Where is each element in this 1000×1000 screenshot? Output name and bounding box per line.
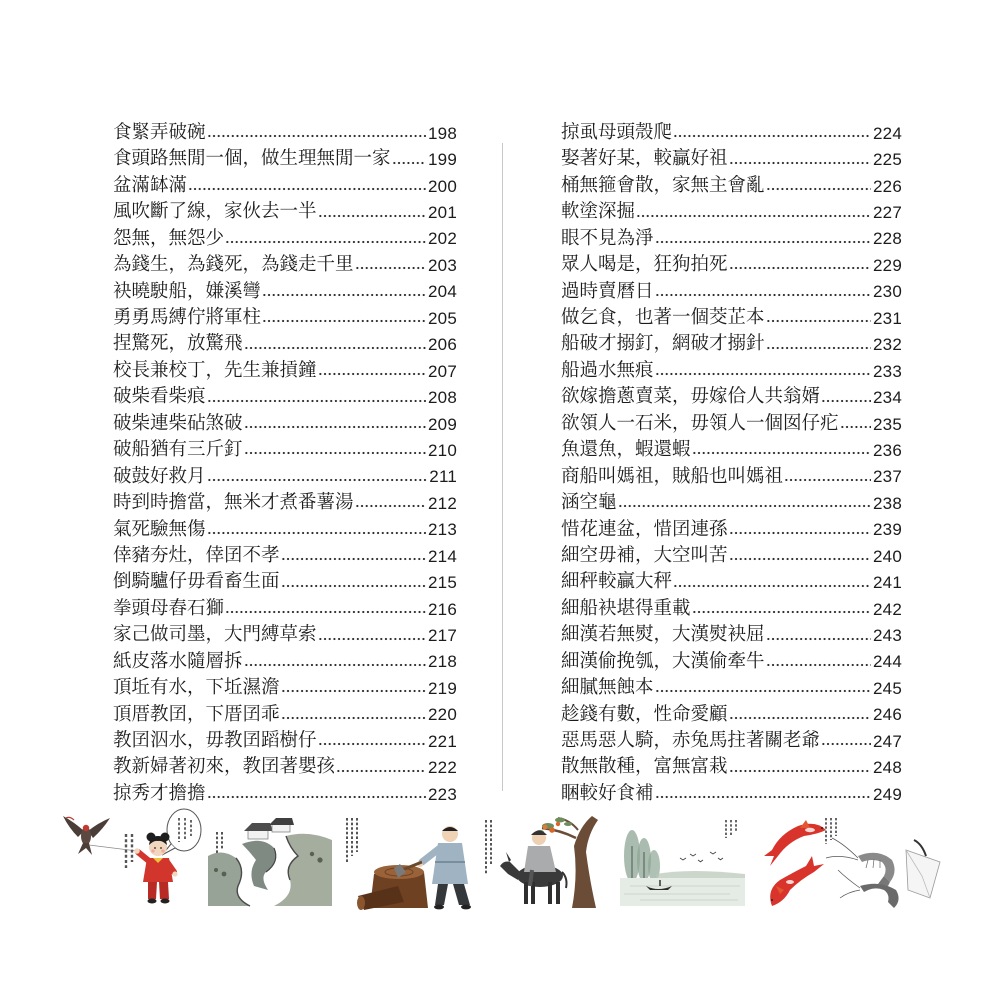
speech-bubble — [162, 809, 201, 855]
toc-entry — [561, 252, 902, 278]
entry-title: 破鼓好救月 — [113, 465, 206, 487]
man-riding-donkey-backward-illustration — [480, 812, 605, 908]
dot-leader — [729, 266, 872, 270]
entry-title: 捏驚死，放驚飛 — [113, 333, 243, 355]
dot-leader — [655, 372, 872, 376]
dot-leader — [336, 769, 426, 773]
entry-page-number: 205 — [428, 308, 457, 328]
dot-leader — [207, 478, 428, 482]
toc-entry — [561, 569, 902, 595]
toc-entry — [561, 781, 902, 807]
entry-page-number: 207 — [428, 361, 457, 381]
dot-leader — [281, 716, 427, 720]
toc-entry — [113, 146, 457, 172]
boat-on-lake-illustration — [620, 816, 745, 906]
dot-leader — [207, 399, 427, 403]
shrimp-illustration — [818, 814, 942, 910]
entry-title: 船過水無痕 — [561, 359, 654, 381]
entry-title: 散無散種，富無富栽 — [561, 756, 728, 778]
entry-page-number: 234 — [873, 388, 902, 408]
entry-title: 桶無箍會散，家無主會亂 — [561, 174, 765, 196]
entry-title: 細漢偷挽瓠，大漢偷牽牛 — [561, 650, 765, 672]
entry-title: 掠虱母頭殼爬 — [561, 121, 673, 143]
toc-entry — [113, 279, 457, 305]
dot-leader — [655, 689, 872, 693]
entry-page-number: 245 — [873, 678, 902, 698]
entry-page-number: 213 — [428, 520, 457, 540]
entry-title: 眾人喝是，狂狗拍死 — [561, 254, 728, 276]
dot-leader — [318, 214, 427, 218]
entry-page-number: 206 — [428, 335, 457, 355]
dot-leader — [729, 716, 872, 720]
entry-title: 家己做司墨，大門縛草索 — [113, 624, 317, 646]
entry-page-number: 209 — [428, 414, 457, 434]
entry-page-number: 224 — [873, 123, 902, 143]
entry-title: 細空毋補，大空叫苦 — [561, 544, 728, 566]
dot-leader — [729, 531, 872, 535]
dot-leader — [692, 610, 872, 614]
entry-title: 紙皮落水隨層拆 — [113, 650, 243, 672]
toc-left-column — [113, 120, 457, 807]
entry-title: 睏較好食補 — [561, 782, 654, 804]
dot-leader — [729, 557, 872, 561]
dot-leader — [729, 161, 872, 165]
toc-entry — [113, 649, 457, 675]
entry-title: 欲領人一石米，毋領人一個囡仔疕 — [561, 412, 839, 434]
woodcutter-with-axe-illustration — [340, 812, 480, 910]
entry-page-number: 218 — [428, 652, 457, 672]
toc-entry — [113, 702, 457, 728]
dot-leader — [244, 663, 427, 667]
toc-entry — [113, 596, 457, 622]
dot-leader — [318, 742, 427, 746]
toc-entry — [561, 199, 902, 225]
dot-leader — [281, 557, 427, 561]
dot-leader — [655, 795, 872, 799]
toc-entry — [561, 173, 902, 199]
toc-entry — [113, 543, 457, 569]
entry-title: 氣死驗無傷 — [113, 518, 206, 540]
toc-entry — [561, 384, 902, 410]
toc-entry — [561, 279, 902, 305]
toc-entry — [113, 305, 457, 331]
dot-leader — [692, 451, 872, 455]
toc-entry — [113, 358, 457, 384]
bird-kite-icon — [63, 816, 110, 855]
entry-page-number: 226 — [873, 176, 902, 196]
toc-entry — [561, 464, 902, 490]
entry-title: 細膩無蝕本 — [561, 677, 654, 699]
entry-title: 教新婦著初來，教囝著嬰孩 — [113, 756, 336, 778]
toc-entry — [113, 384, 457, 410]
dot-leader — [673, 584, 871, 588]
toc-entry — [561, 305, 902, 331]
caption-brush-marks — [347, 818, 357, 862]
entry-page-number: 240 — [873, 546, 902, 566]
dot-leader — [318, 637, 427, 641]
entry-page-number: 208 — [428, 388, 457, 408]
entry-page-number: 211 — [429, 467, 457, 487]
entry-title: 細漢若無熨，大漢熨袂屈 — [561, 624, 765, 646]
dot-leader — [766, 663, 872, 667]
entry-page-number: 247 — [873, 731, 902, 751]
dot-leader — [318, 372, 427, 376]
toc-entry — [113, 464, 457, 490]
entry-page-number: 228 — [873, 229, 902, 249]
toc-entry — [113, 226, 457, 252]
entry-page-number: 235 — [873, 414, 902, 434]
entry-title: 破船猶有三斤釘 — [113, 439, 243, 461]
entry-title: 拳頭母舂石獅 — [113, 597, 225, 619]
entry-page-number: 216 — [428, 599, 457, 619]
entry-page-number: 212 — [428, 493, 457, 513]
entry-page-number: 232 — [873, 335, 902, 355]
entry-page-number: 243 — [873, 626, 902, 646]
toc-entry — [561, 596, 902, 622]
dot-leader — [766, 346, 872, 350]
toc-right-column — [561, 120, 902, 807]
entry-title: 欲嫁擔蔥賣菜，毋嫁佮人共翁婿 — [561, 386, 821, 408]
entry-title: 頂厝教囝，下厝囝乖 — [113, 703, 280, 725]
dot-leader — [244, 451, 427, 455]
entry-page-number: 236 — [873, 440, 902, 460]
entry-title: 做乞食，也著一個茭芷本 — [561, 307, 765, 329]
entry-title: 魚還魚，蝦還蝦 — [561, 439, 691, 461]
entry-title: 軟塗深掘 — [561, 201, 636, 223]
entry-title: 時到時擔當，無米才煮番薯湯 — [113, 492, 354, 514]
toc-entry — [113, 490, 457, 516]
entry-page-number: 210 — [428, 440, 457, 460]
entry-page-number: 203 — [428, 255, 457, 275]
entry-title: 盆滿缽滿 — [113, 174, 188, 196]
entry-title: 怨無，無怨少 — [113, 227, 225, 249]
dot-leader — [262, 293, 426, 297]
dot-leader — [636, 214, 871, 218]
entry-title: 眼不見為淨 — [561, 227, 654, 249]
entry-title: 倖豬夯灶，倖囝不孝 — [113, 544, 280, 566]
entry-page-number: 223 — [428, 784, 457, 804]
entry-title: 趁錢有數，性命愛顧 — [561, 703, 728, 725]
dot-leader — [225, 240, 426, 244]
caption-brush-marks — [126, 834, 132, 868]
entry-page-number: 241 — [873, 573, 902, 593]
entry-page-number: 225 — [873, 150, 902, 170]
dot-leader — [225, 610, 426, 614]
entry-page-number: 221 — [428, 731, 457, 751]
toc-entry — [113, 755, 457, 781]
dot-leader — [766, 187, 872, 191]
toc-entry — [561, 332, 902, 358]
entry-title: 教囝泅水，毋教囝蹈樹仔 — [113, 730, 317, 752]
dot-leader — [392, 161, 427, 165]
toc-entry — [113, 622, 457, 648]
toc-entry — [113, 199, 457, 225]
caption-brush-marks — [486, 820, 491, 874]
paper-sheet — [906, 850, 940, 898]
toc-entry — [561, 728, 902, 754]
entry-title: 為錢生，為錢死，為錢走千里 — [113, 254, 354, 276]
entry-title: 頂坵有水，下坵濕澹 — [113, 677, 280, 699]
chopping-block — [357, 865, 428, 910]
dot-leader — [355, 266, 427, 270]
toc-entry — [561, 649, 902, 675]
entry-page-number: 242 — [873, 599, 902, 619]
dot-leader — [244, 425, 427, 429]
toc-entry — [561, 146, 902, 172]
entry-page-number: 237 — [873, 467, 902, 487]
entry-page-number: 198 — [428, 123, 457, 143]
entry-page-number: 214 — [428, 546, 457, 566]
dot-leader — [244, 346, 427, 350]
entry-page-number: 238 — [873, 493, 902, 513]
toc-entry — [561, 543, 902, 569]
entry-title: 涵空龜 — [561, 492, 617, 514]
flying-birds — [680, 852, 723, 862]
dot-leader — [729, 769, 872, 773]
toc-entry — [561, 120, 902, 146]
entry-title: 娶著好某，較贏好祖 — [561, 148, 728, 170]
dot-leader — [766, 319, 872, 323]
toc-entry — [113, 437, 457, 463]
entry-title: 校長兼校丁，先生兼摃鐘 — [113, 359, 317, 381]
dot-leader — [821, 742, 871, 746]
entry-title: 商船叫媽祖，賊船也叫媽祖 — [561, 465, 784, 487]
entry-title: 勇勇馬縛佇將軍柱 — [113, 307, 262, 329]
entry-title: 食緊弄破碗 — [113, 121, 206, 143]
toc-entry — [113, 173, 457, 199]
toc-entry — [561, 755, 902, 781]
toc-entry — [113, 411, 457, 437]
dot-leader — [766, 637, 872, 641]
entry-page-number: 229 — [873, 255, 902, 275]
column-divider — [502, 143, 503, 791]
entry-page-number: 220 — [428, 705, 457, 725]
dot-leader — [262, 319, 426, 323]
entry-title: 過時賣曆日 — [561, 280, 654, 302]
toc-entry — [113, 120, 457, 146]
riverbanks — [208, 834, 332, 906]
toc-entry — [561, 622, 902, 648]
entry-page-number: 231 — [873, 308, 902, 328]
entry-page-number: 230 — [873, 282, 902, 302]
entry-page-number: 249 — [873, 784, 902, 804]
toc-entry — [561, 702, 902, 728]
dot-leader — [784, 478, 871, 482]
entry-page-number: 201 — [428, 203, 457, 223]
dot-leader — [673, 134, 871, 138]
entry-page-number: 246 — [873, 705, 902, 725]
entry-page-number: 239 — [873, 520, 902, 540]
toc-entry — [561, 411, 902, 437]
caption-brush-marks — [217, 832, 222, 854]
entry-title: 倒騎驢仔毋看畜生面 — [113, 571, 280, 593]
caption-brush-marks — [726, 820, 736, 838]
entry-title: 惡馬惡人騎，赤兔馬拄著關老爺 — [561, 730, 821, 752]
entry-title: 細船袂堪得重載 — [561, 597, 691, 619]
toc-entry — [561, 437, 902, 463]
dot-leader — [840, 425, 872, 429]
toc-entry — [561, 517, 902, 543]
entry-page-number: 204 — [428, 282, 457, 302]
toc-entry — [561, 490, 902, 516]
toc-entry — [113, 252, 457, 278]
dot-leader — [821, 399, 871, 403]
entry-title: 袂曉駛船，嫌溪彎 — [113, 280, 262, 302]
toc-entry — [113, 781, 457, 807]
entry-title: 破柴看柴痕 — [113, 386, 206, 408]
entry-page-number: 202 — [428, 229, 457, 249]
toc-entry — [113, 675, 457, 701]
entry-title: 風吹斷了線，家伙去一半 — [113, 201, 317, 223]
entry-title: 惜花連盆，惜囝連孫 — [561, 518, 728, 540]
dot-leader — [355, 504, 427, 508]
koi-lower — [770, 856, 824, 906]
entry-title: 船破才搦釘，網破才搦針 — [561, 333, 765, 355]
toc-entry — [113, 569, 457, 595]
koi-upper — [764, 820, 826, 866]
child-with-kite-illustration — [58, 806, 208, 910]
dot-leader — [281, 584, 427, 588]
entry-page-number: 227 — [873, 203, 902, 223]
shrimp-upper — [826, 838, 895, 886]
dot-leader — [281, 689, 427, 693]
dot-leader — [655, 240, 872, 244]
toc-entry — [113, 332, 457, 358]
dot-leader — [188, 187, 426, 191]
toc-entry — [561, 675, 902, 701]
entry-page-number: 222 — [428, 758, 457, 778]
misty-trees — [624, 830, 660, 882]
dot-leader — [618, 504, 872, 508]
entry-page-number: 233 — [873, 361, 902, 381]
caption-brush-marks — [826, 818, 836, 844]
entry-page-number: 244 — [873, 652, 902, 672]
toc-entry — [113, 517, 457, 543]
entry-title: 細秤較贏大秤 — [561, 571, 673, 593]
entry-title: 食頭路無閒一個，做生理無閒一家 — [113, 148, 391, 170]
river-landscape-illustration — [208, 814, 332, 906]
entry-title: 破柴連柴砧煞破 — [113, 412, 243, 434]
entry-page-number: 219 — [428, 678, 457, 698]
toc-entry — [561, 226, 902, 252]
toc-entry — [113, 728, 457, 754]
dot-leader — [207, 134, 427, 138]
entry-page-number: 248 — [873, 758, 902, 778]
entry-page-number: 200 — [428, 176, 457, 196]
entry-page-number: 199 — [428, 150, 457, 170]
dot-leader — [655, 293, 872, 297]
dot-leader — [207, 531, 427, 535]
entry-page-number: 215 — [428, 573, 457, 593]
entry-page-number: 217 — [428, 626, 457, 646]
dot-leader — [207, 795, 427, 799]
toc-entry — [561, 358, 902, 384]
entry-title: 掠秀才擔擔 — [113, 782, 206, 804]
